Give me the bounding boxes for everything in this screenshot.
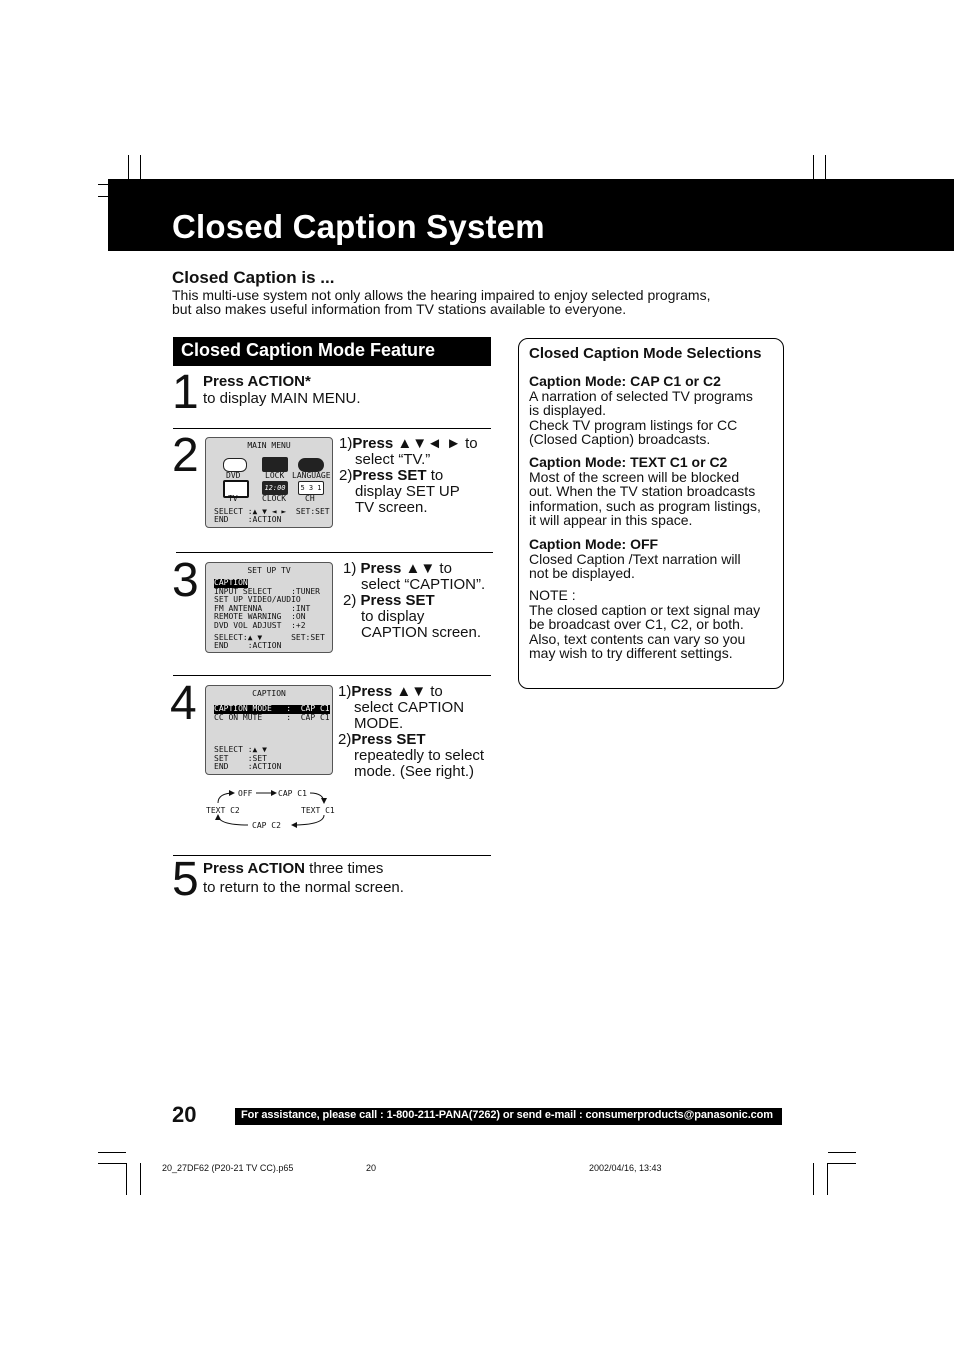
- screen-end-line: END :ACTION: [214, 515, 282, 524]
- mode-line: out. When the TV station broadcasts: [529, 483, 756, 500]
- step-4-text-1c: MODE.: [354, 715, 404, 732]
- crop-mark: [828, 1163, 856, 1164]
- icon-label: LANGUAGE: [292, 471, 331, 480]
- step-4-text-1: to: [426, 683, 443, 700]
- flow-text-c1: TEXT C1: [301, 806, 335, 815]
- step-1-bold: Press ACTION*: [203, 373, 311, 390]
- screen-end-line: END :ACTION: [214, 762, 282, 771]
- step-3-text-1b: select “CAPTION”.: [361, 576, 486, 593]
- flow-cap-c2: CAP C2: [252, 821, 281, 830]
- crop-mark: [126, 1163, 127, 1195]
- note-line: The closed caption or text signal may: [529, 601, 761, 618]
- note-line: Also, text contents can vary so you: [529, 630, 746, 647]
- mode-line: not be displayed.: [529, 565, 635, 582]
- arrow-textc2-to-off: [218, 793, 234, 803]
- step-2-text-1b: select “TV.”: [355, 451, 431, 468]
- step-divider: [176, 552, 493, 553]
- step-4-text-2b: repeatedly to select: [354, 747, 485, 764]
- crop-mark: [98, 1152, 126, 1153]
- crop-mark: [813, 1163, 814, 1195]
- screen-row: REMOTE WARNING :ON: [214, 612, 306, 621]
- step-divider: [173, 855, 491, 856]
- language-icon: [298, 458, 324, 472]
- item-index: 1): [338, 683, 352, 700]
- mode-heading: Caption Mode: OFF: [529, 536, 659, 552]
- note-line: be broadcast over C1, C2, or both.: [529, 616, 744, 633]
- flow-off: OFF: [238, 789, 253, 798]
- mode-heading: Caption Mode: TEXT C1 or C2: [529, 454, 728, 470]
- intro-line: but also makes useful information from TV stations available to everyone.: [172, 301, 627, 317]
- icon-label: CLOCK: [262, 494, 287, 503]
- step-3-text-2c: CAPTION screen.: [361, 624, 482, 641]
- main-menu-screen: [205, 437, 333, 528]
- step-number: 2: [172, 429, 199, 482]
- intro-paragraph: [172, 288, 772, 316]
- note-line: may wish to try different settings.: [529, 645, 733, 662]
- icon-label: DVD: [226, 471, 241, 480]
- step-3-bold-2: Press SET: [360, 592, 435, 609]
- icon-label: TV: [228, 494, 238, 503]
- step-2-text-2: to: [426, 467, 444, 484]
- caption-screen: [205, 685, 333, 775]
- screen-title: SET UP TV: [247, 566, 291, 575]
- note-heading: NOTE :: [529, 587, 576, 603]
- sidebar-section-off: [529, 537, 775, 581]
- item-index: 2): [343, 592, 357, 609]
- sidebar-note: [529, 588, 775, 661]
- screen-row: DVD VOL ADJUST :+2: [214, 620, 306, 630]
- print-page: 20: [366, 1163, 377, 1173]
- screen-row-selected: CAPTION: [214, 578, 248, 587]
- step-1-line2: to display MAIN MENU.: [203, 390, 361, 407]
- crop-mark: [828, 1152, 856, 1153]
- arrow-capc2-to-textc2: [218, 815, 248, 825]
- step-5-text: [203, 861, 404, 896]
- arrow-capc1-to-textc1: [310, 793, 324, 803]
- step-3-text-1: to: [435, 560, 452, 577]
- mode-line: Most of the screen will be blocked: [529, 468, 740, 485]
- step-number: 5: [172, 853, 199, 906]
- screen-row-selected: CAPTION MODE : CAP C1: [214, 704, 330, 713]
- step-2-text: [339, 436, 478, 516]
- lock-icon: [262, 457, 288, 472]
- screen-title: MAIN MENU: [247, 441, 291, 450]
- screen-end-line: END :ACTION: [214, 641, 282, 650]
- feature-title: Closed Caption Mode Feature: [181, 340, 436, 360]
- step-number: 1: [172, 366, 199, 419]
- item-index: 2): [339, 467, 353, 484]
- step-1-text: [203, 374, 361, 407]
- item-index: 1): [339, 435, 353, 452]
- page-title: Closed Caption System: [172, 208, 545, 245]
- screen-select-line: SELECT :▲ ▼: [214, 745, 267, 754]
- screen-row: SET UP VIDEO/AUDIO: [214, 595, 301, 604]
- step-5-line2: to return to the normal screen.: [203, 879, 404, 896]
- assistance-text: For assistance, please call : 1-800-211-PANA(7262) or send e-mail : consumerproducts@panasonic.com: [241, 1109, 773, 1121]
- step-5-text-1: three times: [304, 860, 384, 877]
- intro-line: This multi-use system not only allows the hearing impaired to enjoy selected programs,: [172, 287, 711, 303]
- screen-row: CC ON MUTE : CAP C1: [214, 713, 330, 722]
- flow-cap-c1: CAP C1: [278, 789, 307, 798]
- mode-line: Closed Caption /Text narration will: [529, 550, 741, 567]
- icon-label: CH: [305, 494, 315, 503]
- item-index: 1): [343, 560, 357, 577]
- mode-heading: Caption Mode: CAP C1 or C2: [529, 373, 721, 389]
- arrow-textc1-to-capc2: [292, 815, 324, 825]
- screen-select-line: SELECT:▲ ▼ SET:SET: [214, 633, 325, 642]
- step-4-text: [338, 684, 484, 780]
- sidebar-section-text: [529, 455, 775, 528]
- screen-select-line: SELECT :▲ ▼ ◄ ► SET:SET: [214, 507, 330, 516]
- crop-mark: [140, 1163, 141, 1195]
- icon-label: LOCK: [265, 471, 285, 480]
- step-2-bold-1: Press ▲▼◄ ►: [352, 435, 461, 452]
- step-4-bold-1: Press ▲▼: [351, 683, 427, 700]
- step-4-text-1b: select CAPTION: [354, 699, 465, 716]
- step-5-bold: Press ACTION: [203, 860, 305, 877]
- step-4-bold-2: Press SET: [351, 731, 426, 748]
- mode-line: is displayed.: [529, 402, 607, 419]
- mode-line: information, such as program listings,: [529, 497, 761, 514]
- print-timestamp: 2002/04/16, 13:43: [589, 1163, 662, 1173]
- screen-row: INPUT SELECT :TUNER: [214, 586, 320, 596]
- step-3-text: [343, 561, 485, 641]
- step-number: 3: [172, 554, 199, 607]
- file-name: 20_27DF62 (P20-21 TV CC).p65: [162, 1163, 294, 1173]
- clock-icon: 12:00: [262, 481, 288, 495]
- step-divider: [173, 428, 491, 429]
- sidebar-title: Closed Caption Mode Selections: [529, 345, 762, 362]
- dvd-icon: [223, 458, 247, 472]
- mode-line: A narration of selected TV programs: [529, 387, 753, 404]
- crop-mark: [98, 1163, 126, 1164]
- page-number: 20: [172, 1102, 197, 1127]
- screen-title: CAPTION: [252, 689, 286, 698]
- item-index: 2): [338, 731, 352, 748]
- crop-mark: [827, 1163, 828, 1195]
- step-number: 4: [170, 677, 197, 730]
- step-divider: [173, 675, 491, 676]
- step-3-bold-1: Press ▲▼: [360, 560, 436, 577]
- step-3-text-2b: to display: [361, 608, 425, 625]
- screen-row: FM ANTENNA :INT: [214, 603, 311, 613]
- mode-line: Check TV program listings for CC: [529, 416, 738, 433]
- step-2-bold-2: Press SET: [352, 467, 427, 484]
- intro-heading: Closed Caption is ...: [172, 268, 335, 287]
- setup-tv-screen: [205, 562, 333, 653]
- mode-line: (Closed Caption) broadcasts.: [529, 431, 711, 448]
- screen-set-line: SET :SET: [214, 753, 267, 763]
- step-2-text-1: to: [460, 435, 478, 452]
- mode-line: it will appear in this space.: [529, 512, 693, 529]
- step-2-text-2b: display SET UP: [355, 483, 460, 500]
- step-4-text-2c: mode. (See right.): [354, 763, 475, 780]
- flow-text-c2: TEXT C2: [206, 806, 240, 815]
- channel-icon: 5 3 1: [298, 481, 324, 495]
- step-2-text-2c: TV screen.: [355, 499, 428, 516]
- sidebar-section-cap: [529, 374, 775, 447]
